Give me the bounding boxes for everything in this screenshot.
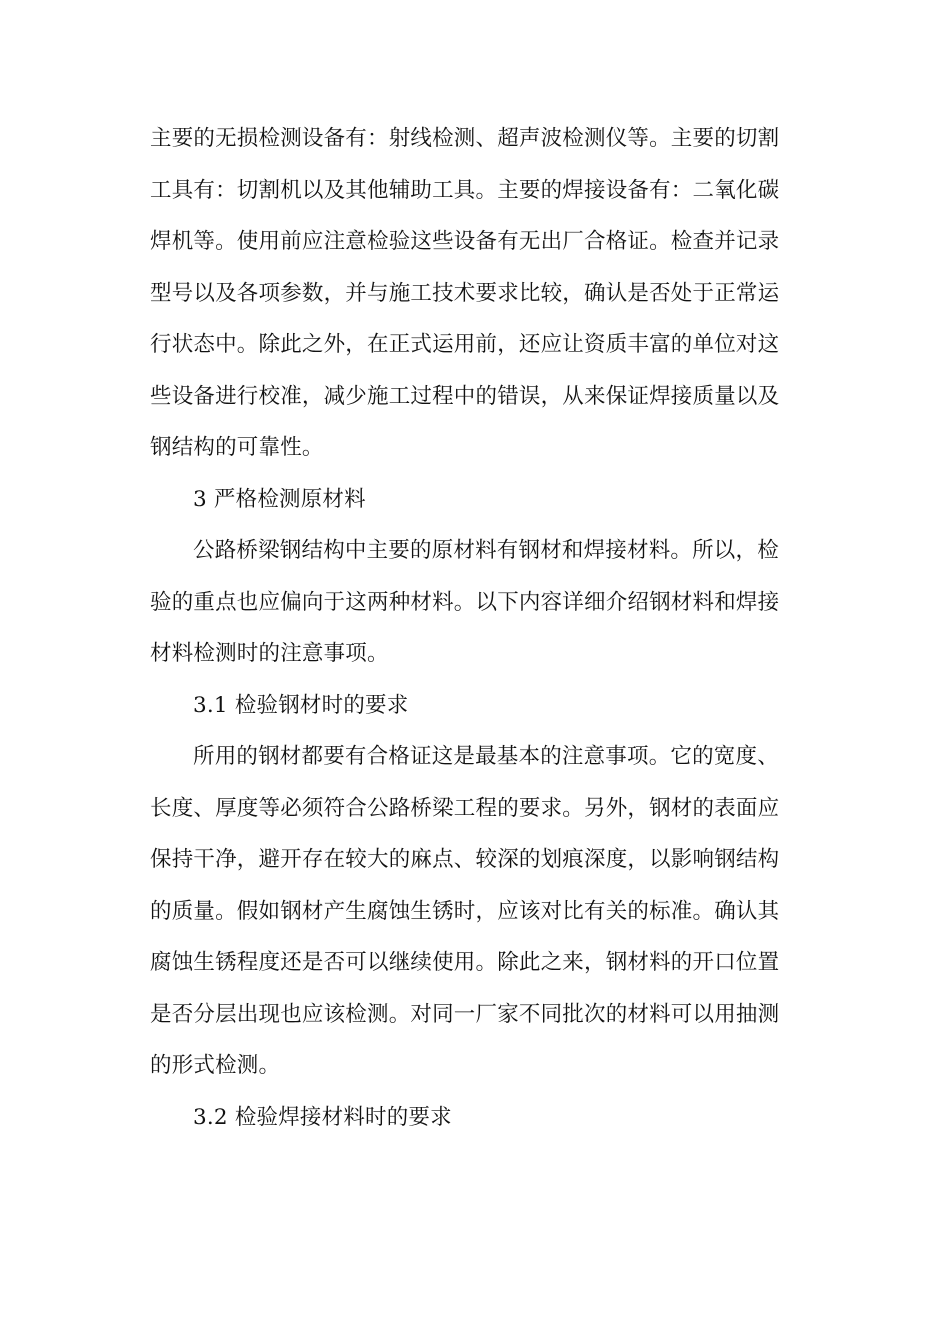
paragraph-steel-line-5: 腐蚀生锈程度还是否可以继续使用。除此之来，钢材料的开口位置 (150, 950, 780, 975)
section-heading-3-2: 3.2 检验焊接材料时的要求 (193, 1104, 452, 1130)
paragraph-materials-line-1: 公路桥梁钢结构中主要的原材料有钢材和焊接材料。所以，检 (193, 538, 779, 563)
paragraph-steel-line-7: 的形式检测。 (150, 1053, 281, 1078)
paragraph-equipment-line-7: 钢结构的可靠性。 (150, 435, 324, 460)
paragraph-steel-line-4: 的质量。假如钢材产生腐蚀生锈时，应该对比有关的标准。确认其 (150, 898, 780, 924)
paragraph-steel-line-6: 是否分层出现也应该检测。对同一厂家不同批次的材料可以用抽测 (150, 1001, 780, 1027)
paragraph-materials-line-2: 验的重点也应偏向于这两种材料。以下内容详细介绍钢材料和焊接 (150, 589, 780, 615)
document-body (150, 113, 800, 1143)
paragraph-materials-line-3: 材料检测时的注意事项。 (150, 641, 389, 666)
section-heading-3: 3 严格检测原材料 (193, 486, 366, 512)
paragraph-steel-line-2: 长度、厚度等必须符合公路桥梁工程的要求。另外，钢材的表面应 (150, 795, 780, 821)
paragraph-equipment-line-2: 工具有：切割机以及其他辅助工具。主要的焊接设备有：二氧化碳 (150, 177, 780, 203)
section-heading-3-1: 3.1 检验钢材时的要求 (193, 692, 409, 718)
paragraph-equipment-line-6: 些设备进行校准，减少施工过程中的错误，从来保证焊接质量以及 (150, 383, 780, 409)
paragraph-equipment-line-1: 主要的无损检测设备有：射线检测、超声波检测仪等。主要的切割 (150, 126, 780, 151)
paragraph-equipment-line-3: 焊机等。使用前应注意检验这些设备有无出厂合格证。检查并记录 (150, 229, 780, 254)
paragraph-equipment-line-5: 行状态中。除此之外，在正式运用前，还应让资质丰富的单位对这 (150, 332, 780, 357)
paragraph-steel-line-1: 所用的钢材都要有合格证这是最基本的注意事项。它的宽度、 (193, 744, 779, 769)
paragraph-equipment-line-4: 型号以及各项参数，并与施工技术要求比较，确认是否处于正常运 (150, 280, 780, 306)
paragraph-steel-line-3: 保持干净，避开存在较大的麻点、较深的划痕深度，以影响钢结构 (150, 847, 780, 872)
